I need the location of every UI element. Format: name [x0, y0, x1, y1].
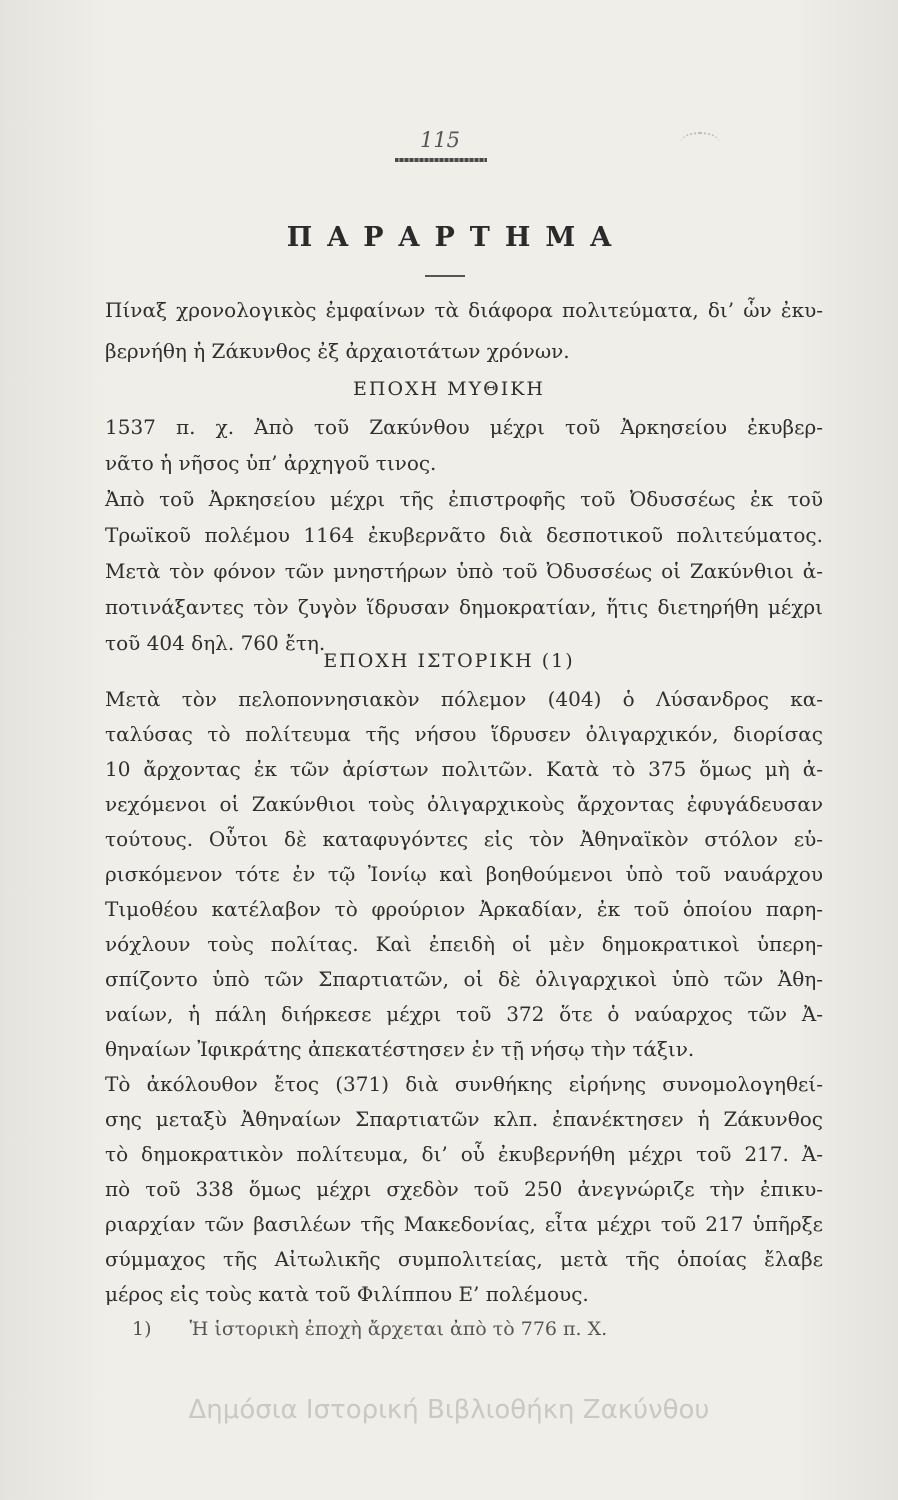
- text-line: βερνήθη ἡ Ζάκυνθος ἐξ ἀρχαιοτάτων χρόνων.: [105, 339, 570, 363]
- text-line: νεχόμενοι οἱ Ζακύνθιοι τοὺς ὀλιγαρχικοὺς ἄρχοντας ἐφυγάδευσαν: [105, 792, 823, 816]
- title-divider: [425, 275, 465, 277]
- section-heading-mythic: ΕΠΟΧΗ ΜΥΘΙΚΗ: [353, 378, 545, 400]
- text-line: Ἀπὸ τοῦ Ἀρκησείου μέχρι τῆς ἐπιστροφῆς τοῦ Ὀδυσσέως ἐκ τοῦ: [105, 487, 823, 511]
- text-line: ναίων, ἡ πάλη διήρκεσε μέχρι τοῦ 372 ὅτε ὁ ναύαρχος τῶν Ἀ-: [105, 1002, 823, 1026]
- ornamental-rule: [395, 158, 487, 162]
- paper-blemish: [680, 132, 720, 154]
- text-line: τὸ δημοκρατικὸν πολίτευμα, δι’ οὗ ἐκυβερνήθη μέχρι τοῦ 217. Ἀ-: [105, 1142, 823, 1166]
- library-watermark: Δημόσια Ιστορική Βιβλιοθήκη Ζακύνθου: [188, 1395, 710, 1425]
- text-line: τούτους. Οὗτοι δὲ καταφυγόντες εἰς τὸν Ἀθηναϊκὸν στόλον εὑ-: [105, 827, 823, 851]
- text-line: Τὸ ἀκόλουθον ἔτος (371) διὰ συνθήκης εἰρήνης συνομολογηθεί-: [105, 1072, 823, 1096]
- text-line: Μετὰ τὸν πελοποννησιακὸν πόλεμον (404) ὁ Λύσανδρος κα-: [105, 687, 823, 711]
- text-line: ποτινάξαντες τὸν ζυγὸν ἵδρυσαν δημοκρατίαν, ἥτις διετηρήθη μέχρι: [105, 595, 823, 619]
- footnote-text: Ἡ ἱστορικὴ ἐποχὴ ἄρχεται ἀπὸ τὸ 776 π. Χ.: [189, 1318, 608, 1340]
- text-line: Τιμοθέου κατέλαβον τὸ φρούριον Ἀρκαδίαν, ἐκ τοῦ ὁποίου παρη-: [105, 897, 823, 921]
- text-line: ταλύσας τὸ πολίτευμα τῆς νήσου ἵδρυσεν ὀλιγαρχικόν, διορίσας: [105, 722, 823, 746]
- text-line: θηναίων Ἰφικράτης ἀπεκατέστησεν ἐν τῇ νήσῳ τὴν τάξιν.: [105, 1037, 695, 1061]
- text-line: 1537 π. χ. Ἀπὸ τοῦ Ζακύνθου μέχρι τοῦ Ἀρκησείου ἐκυβερ-: [105, 415, 823, 439]
- text-line: νόχλουν τοὺς πολίτας. Καὶ ἐπειδὴ οἱ μὲν δημοκρατικοὶ ὑπερη-: [105, 932, 823, 956]
- section-heading-historic: ΕΠΟΧΗ ΙΣΤΟΡΙΚΗ (1): [323, 650, 575, 672]
- text-line: τοῦ 404 δηλ. 760 ἔτη.: [105, 631, 326, 655]
- page-number: 115: [419, 128, 461, 152]
- text-line: σπίζοντο ὑπὸ τῶν Σπαρτιατῶν, οἱ δὲ ὀλιγαρχικοὶ ὑπὸ τῶν Ἀθη-: [105, 967, 823, 991]
- text-line: σης μεταξὺ Ἀθηναίων Σπαρτιατῶν κλπ. ἐπανέκτησεν ἡ Ζάκυνθος: [105, 1107, 823, 1131]
- text-line: σύμμαχος τῆς Αἰτωλικῆς συμπολιτείας, μετὰ τῆς ὁποίας ἔλαβε: [105, 1247, 823, 1271]
- text-line: πὸ τοῦ 338 ὅμως μέχρι σχεδὸν τοῦ 250 ἀνεγνώριζε τὴν ἐπικυ-: [105, 1177, 823, 1201]
- footnote-mark: 1): [132, 1318, 152, 1340]
- text-line: 10 ἄρχοντας ἐκ τῶν ἀρίστων πολιτῶν. Κατὰ τὸ 375 ὅμως μὴ ἀ-: [105, 757, 823, 781]
- text-line: νᾶτο ἡ νῆσος ὑπ’ ἀρχηγοῦ τινος.: [105, 451, 437, 475]
- text-line: Τρωϊκοῦ πολέμου 1164 ἐκυβερνᾶτο διὰ δεσποτικοῦ πολιτεύματος.: [105, 523, 823, 547]
- text-line: Μετὰ τὸν φόνον τῶν μνηστήρων ὑπὸ τοῦ Ὀδυσσέως οἱ Ζακύνθιοι ἀ-: [105, 559, 823, 583]
- footnote: [132, 1318, 607, 1340]
- text-line: ρισκόμενον τότε ἐν τῷ Ἰονίῳ καὶ βοηθούμενοι ὑπὸ τοῦ ναυάρχου: [105, 862, 823, 886]
- text-line: Πίναξ χρονολογικὸς ἐμφαίνων τὰ διάφορα πολιτεύματα, δι’ ὧν ἐκυ-: [105, 298, 823, 322]
- text-line: μέρος εἰς τοὺς κατὰ τοῦ Φιλίππου Ε’ πολέμους.: [105, 1282, 589, 1306]
- text-line: ριαρχίαν τῶν βασιλέων τῆς Μακεδονίας, εἶτα μέχρι τοῦ 217 ὑπῆρξε: [105, 1212, 823, 1236]
- page-title: ΠΑΡΑΡΤΗΜΑ: [286, 222, 627, 253]
